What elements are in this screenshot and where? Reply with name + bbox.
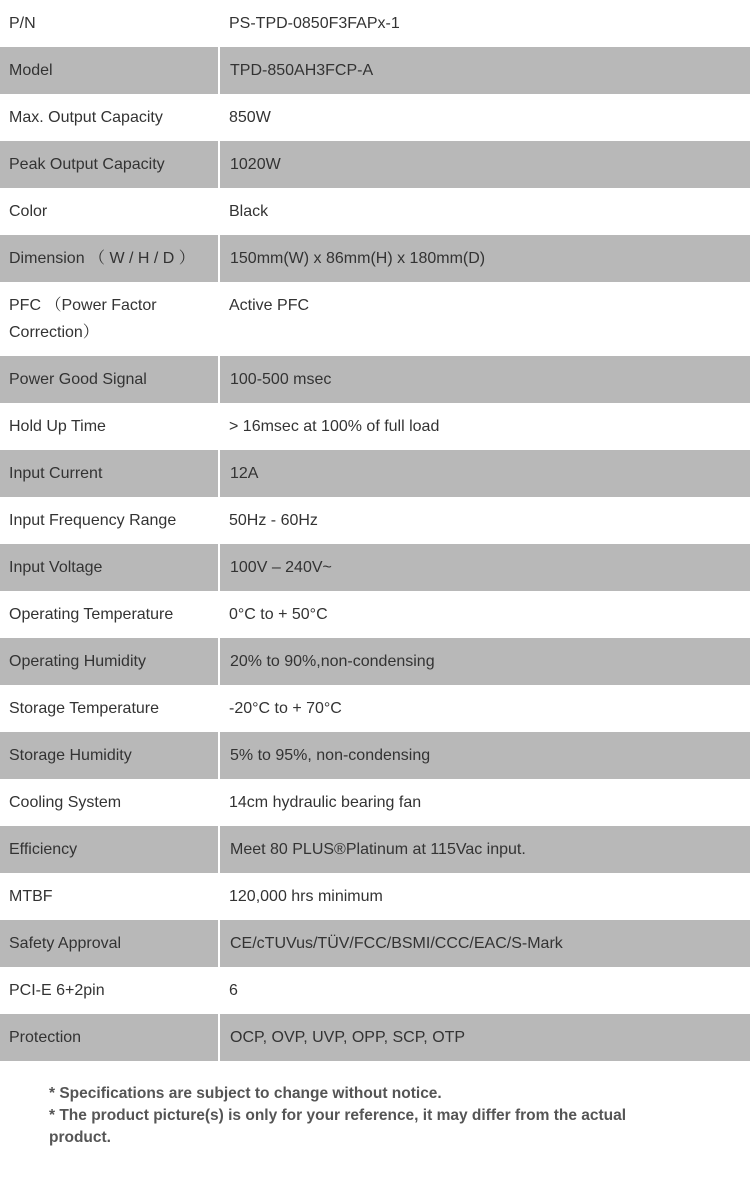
spec-label: Power Good Signal xyxy=(0,356,219,403)
spec-label: PFC （Power Factor Correction） xyxy=(9,297,157,341)
spec-row-safety xyxy=(0,920,750,967)
spec-value: 100V – 240V~ xyxy=(219,544,750,591)
spec-label: Input Voltage xyxy=(0,544,219,591)
spec-row-model xyxy=(0,47,750,94)
spec-value: Meet 80 PLUS®Platinum at 115Vac input. xyxy=(219,826,750,873)
spec-label: Operating Temperature xyxy=(9,606,174,623)
spec-label: Efficiency xyxy=(0,826,219,873)
spec-row-mtbf xyxy=(0,873,750,920)
spec-label: Hold Up Time xyxy=(9,418,106,435)
spec-value: 1020W xyxy=(219,141,750,188)
spec-label: Input Frequency Range xyxy=(9,512,177,529)
spec-row-pfc xyxy=(0,282,750,356)
spec-value: 20% to 90%,non-condensing xyxy=(219,638,750,685)
spec-value: PS-TPD-0850F3FAPx-1 xyxy=(229,15,400,32)
spec-label: Dimension （ W / H / D ） xyxy=(0,235,219,282)
spec-value: OCP, OVP, UVP, OPP, SCP, OTP xyxy=(219,1014,750,1061)
spec-row-efficiency xyxy=(0,826,750,873)
spec-row-color xyxy=(0,188,750,235)
spec-row-dimension xyxy=(0,235,750,282)
spec-row-pcie xyxy=(0,967,750,1014)
spec-label: MTBF xyxy=(9,888,53,905)
spec-row-operating-humidity xyxy=(0,638,750,685)
spec-row-input-voltage xyxy=(0,544,750,591)
note-picture-reference: * The product picture(s) is only for your reference, it may differ from the actual product. xyxy=(49,1107,627,1146)
spec-label: PCI-E 6+2pin xyxy=(9,982,105,999)
spec-label: Peak Output Capacity xyxy=(0,141,219,188)
spec-label: Color xyxy=(9,203,48,220)
spec-label: Safety Approval xyxy=(0,920,219,967)
spec-value: Black xyxy=(229,203,269,220)
spec-value: 850W xyxy=(229,109,271,126)
spec-row-hold-up xyxy=(0,403,750,450)
spec-label: Storage Temperature xyxy=(9,700,160,717)
note-specs-change: * Specifications are subject to change without notice. xyxy=(49,1085,442,1102)
spec-label: Cooling System xyxy=(9,794,122,811)
spec-value: -20°C to + 70°C xyxy=(229,700,342,717)
spec-row-max-output xyxy=(0,94,750,141)
spec-value: 120,000 hrs minimum xyxy=(229,888,383,905)
spec-value: 5% to 95%, non-condensing xyxy=(219,732,750,779)
spec-label: Storage Humidity xyxy=(0,732,219,779)
spec-value: > 16msec at 100% of full load xyxy=(229,418,440,435)
spec-row-cooling xyxy=(0,779,750,826)
spec-label: Max. Output Capacity xyxy=(9,109,163,126)
spec-value: 0°C to + 50°C xyxy=(229,606,328,623)
spec-row-input-frequency xyxy=(0,497,750,544)
spec-label: P/N xyxy=(9,15,36,32)
spec-row-storage-temp xyxy=(0,685,750,732)
spec-value: 100-500 msec xyxy=(219,356,750,403)
spec-row-protection xyxy=(0,1014,750,1061)
spec-value: 6 xyxy=(229,982,238,999)
spec-value: 12A xyxy=(219,450,750,497)
spec-value: Active PFC xyxy=(229,297,310,314)
spec-row-pn xyxy=(0,0,750,47)
spec-value: TPD-850AH3FCP-A xyxy=(219,47,750,94)
spec-row-storage-humidity xyxy=(0,732,750,779)
spec-value: 150mm(W) x 86mm(H) x 180mm(D) xyxy=(219,235,750,282)
spec-row-peak-output xyxy=(0,141,750,188)
spec-row-input-current xyxy=(0,450,750,497)
spec-value: 14cm hydraulic bearing fan xyxy=(229,794,422,811)
spec-value: CE/cTUVus/TÜV/FCC/BSMI/CCC/EAC/S-Mark xyxy=(219,920,750,967)
spec-row-operating-temp xyxy=(0,591,750,638)
spec-label: Operating Humidity xyxy=(0,638,219,685)
spec-row-power-good xyxy=(0,356,750,403)
spec-notes xyxy=(49,1083,669,1149)
spec-value: 50Hz - 60Hz xyxy=(229,512,318,529)
spec-label: Model xyxy=(0,47,219,94)
spec-label: Input Current xyxy=(0,450,219,497)
spec-label: Protection xyxy=(0,1014,219,1061)
